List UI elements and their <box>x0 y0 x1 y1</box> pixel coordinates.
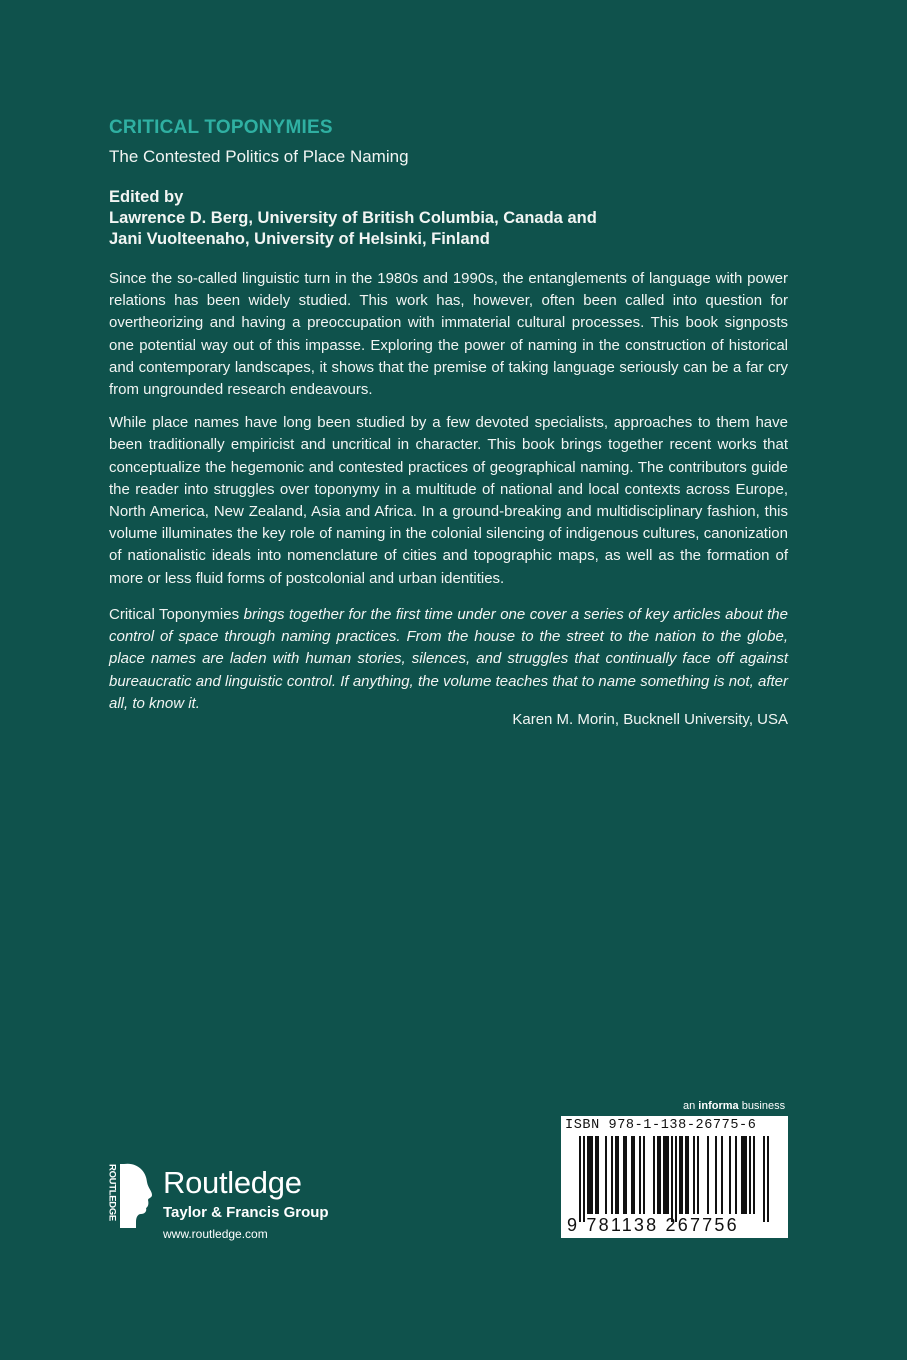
routledge-vertical-label: ROUTLEDGE <box>106 1164 118 1221</box>
description-paragraph-1: Since the so-called linguistic turn in the 1980s and 1990s, the entanglements of language with power relations has been widely studied. This work has, however, often been called into question for overtheorizing and having a preoccupation with immaterial cultural processes. This book signposts one potential way out of this impasse. Exploring the power of naming in the construction of historical and contemporary landscapes, it shows that the premise of taking language seriously can be a far cry from ungrounded research endeavours. <box>109 270 788 399</box>
barcode-bar <box>735 1136 737 1214</box>
barcode-bar <box>671 1136 673 1222</box>
barcode-bar <box>633 1136 635 1214</box>
barcode-bar <box>583 1136 585 1222</box>
barcode-bar <box>659 1136 661 1214</box>
barcode-bar <box>715 1136 717 1214</box>
barcode-bar <box>657 1136 659 1214</box>
barcode-bar <box>643 1136 645 1214</box>
endorsement-text: brings together for the first time under one cover a series of key articles about the control of space through naming practices. From the house to the street to the nation to the globe, place names are laden with human stories, silences, and struggles that continually face off against bureaucratic and linguistic control. If anything, the volume teaches that to name something is not, after all, to know it. <box>109 606 788 712</box>
book-subtitle: The Contested Politics of Place Naming <box>109 147 409 166</box>
barcode-bar <box>605 1136 607 1214</box>
barcode-bar <box>597 1136 599 1214</box>
publisher-group: Taylor & Francis Group <box>163 1204 329 1221</box>
informa-brand: informa <box>698 1100 739 1112</box>
barcode-bar <box>631 1136 633 1214</box>
informa-prefix: an <box>683 1100 699 1112</box>
editor-1: Lawrence D. Berg, University of British Columbia, Canada and <box>109 209 597 227</box>
description-paragraph-2: While place names have long been studied by a few devoted specialists, approaches to them have been traditionally empiricist and uncritical in character. This book brings together recent works that conceptualize the hegemonic and contested practices of geographical naming. The contributors guide the reader into struggles over toponymy in a multitude of national and local contexts across Europe, North America, New Zealand, Asia and Africa. In a ground-breaking and multidisciplinary fashion, this volume illuminates the key role of naming in the colonial silencing of indigenous cultures, canonization of nationalistic ideals into nomenclature of cities and topographic maps, as well as the formation of more or less fluid forms of postcolonial and urban identities. <box>109 414 788 587</box>
barcode-bar <box>707 1136 709 1214</box>
informa-tagline <box>683 1100 785 1112</box>
description <box>109 268 788 601</box>
barcode-bar <box>653 1136 655 1214</box>
barcode-bar <box>675 1136 677 1222</box>
barcode-bar <box>681 1136 683 1214</box>
barcode-bar <box>617 1136 619 1214</box>
barcode-bar <box>767 1136 769 1222</box>
barcode-bar <box>615 1136 617 1214</box>
barcode-bar <box>745 1136 747 1214</box>
isbn-barcode <box>561 1116 788 1238</box>
barcode-bar <box>667 1136 669 1214</box>
barcode-bar <box>687 1136 689 1214</box>
barcode-bar <box>685 1136 687 1214</box>
barcode-bar <box>589 1136 591 1214</box>
publisher-url: www.routledge.com <box>163 1227 268 1241</box>
barcode-bar <box>743 1136 745 1214</box>
barcode-bar <box>663 1136 665 1214</box>
barcode-bar <box>639 1136 641 1214</box>
barcode-bar <box>611 1136 613 1214</box>
book-title: CRITICAL TOPONYMIES <box>109 117 333 138</box>
barcode-bar <box>591 1136 593 1214</box>
barcode-bar <box>741 1136 743 1214</box>
informa-suffix: business <box>738 1100 786 1112</box>
barcode-bar <box>753 1136 755 1214</box>
barcode-bar <box>693 1136 695 1214</box>
barcode-bar <box>749 1136 751 1214</box>
barcode-bar <box>623 1136 625 1214</box>
barcode-bar <box>697 1136 699 1214</box>
barcode-bar <box>729 1136 731 1214</box>
barcode-bar <box>721 1136 723 1214</box>
endorsement-quote <box>109 604 788 715</box>
editor-2: Jani Vuolteenaho, University of Helsinki, Finland <box>109 230 490 248</box>
barcode-bar <box>595 1136 597 1214</box>
edited-by-label: Edited by <box>109 188 184 206</box>
barcode-bar <box>665 1136 667 1214</box>
endorsement-attribution: Karen M. Morin, Bucknell University, USA <box>512 711 788 728</box>
barcode-bar <box>579 1136 581 1222</box>
isbn-top-text: ISBN 978-1-138-26775-6 <box>565 1118 757 1133</box>
endorsement-book-ref: Critical Toponymies <box>109 606 240 623</box>
publisher-name: Routledge <box>163 1165 302 1200</box>
barcode-bar <box>587 1136 589 1214</box>
barcode-bar <box>763 1136 765 1222</box>
editors-block <box>109 187 597 250</box>
barcode-bar <box>679 1136 681 1214</box>
barcode-bar <box>625 1136 627 1214</box>
isbn-bottom-text: 9 781138 267756 <box>567 1215 739 1235</box>
